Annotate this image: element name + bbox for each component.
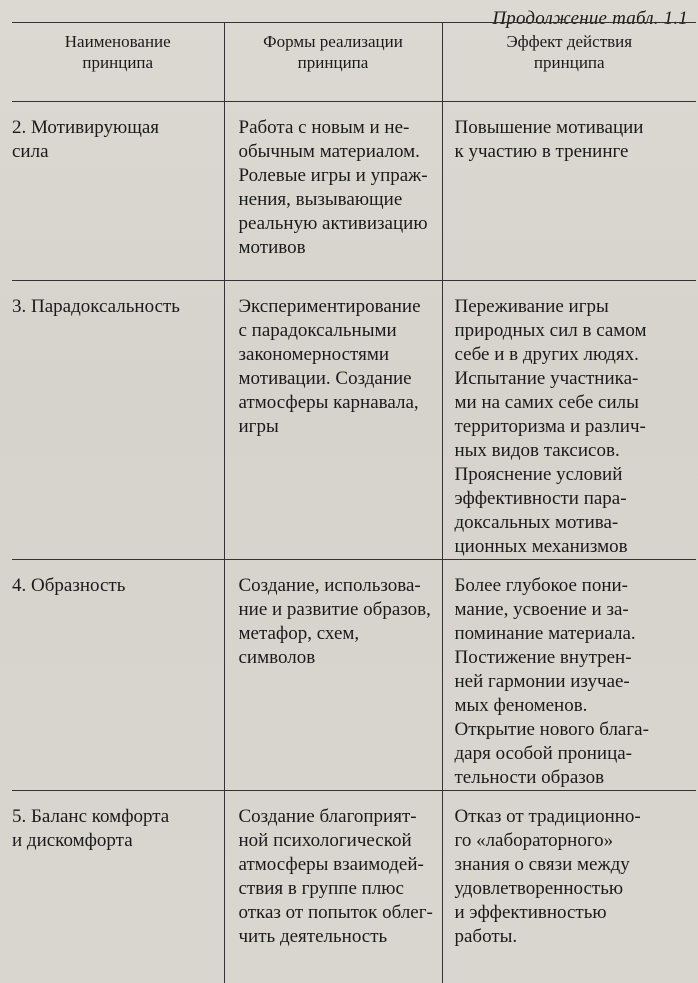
table-header-row [12,23,696,102]
table-caption: Продолжение табл. 1.1 [492,8,688,30]
forms-cell: Экспериментирование с парадоксальными закономерностями мотивации. Создание атмосферы карнавала, игры [224,281,442,560]
principle-name-cell: 5. Баланс комфорта и дискомфорта [12,791,224,983]
table-row [12,102,696,281]
forms-cell: Создание благоприят- ной психологической атмосферы взаимодей- ствия в группе плюс отказ от попыток облег- чить деятельность [224,791,442,983]
effect-cell: Переживание игры природных сил в самом себе и в других людях. Испытание участника- ми на самих себе силы территоризма и различ- ных видов таксисов. Прояснение условий эффективности пара- доксальных мотива- ционных механизмов [442,281,696,560]
principle-name-cell: 2. Мотивирующая сила [12,102,224,281]
principle-name-cell: 4. Образность [12,560,224,791]
header-implementation-forms: Формы реализации принципа [224,23,442,102]
forms-cell: Работа с новым и не- обычным материалом. Ролевые игры и упраж- нения, вызывающие реальную активизацию мотивов [224,102,442,281]
forms-cell: Создание, использова- ние и развитие образов, метафор, схем, символов [224,560,442,791]
header-effect: Эффект действия принципа [442,23,696,102]
header-principle-name: Наименование принципа [12,23,224,102]
table-row [12,791,696,983]
principles-table [12,22,696,983]
table-row [12,560,696,791]
principle-name-cell: 3. Парадоксальность [12,281,224,560]
effect-cell: Повышение мотивации к участию в тренинге [442,102,696,281]
effect-cell: Более глубокое пони- мание, усвоение и за- поминание материала. Постижение внутрен- ней гармонии изучае- мых феноменов. Открытие нового блага- даря особой проница- тельности образов [442,560,696,791]
table-row [12,281,696,560]
effect-cell: Отказ от традиционно- го «лабораторного» знания о связи между удовлетворенностью и эффективностью работы. [442,791,696,983]
